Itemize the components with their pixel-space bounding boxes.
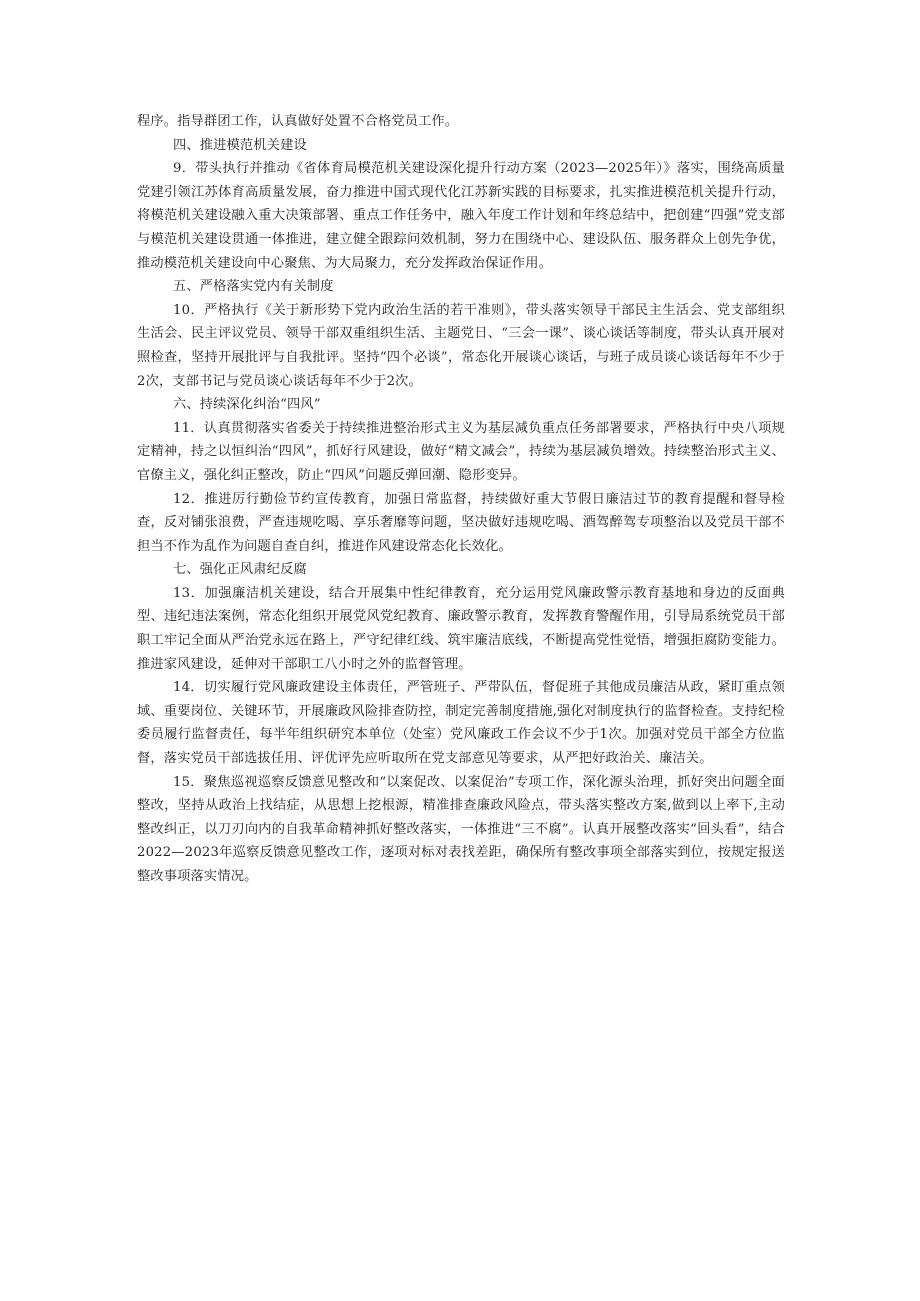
section-heading-7: 七、强化正风肃纪反腐 bbox=[173, 562, 307, 578]
paragraph-10: 10．严格执行《关于新形势下党内政治生活的若干准则》，带头落实领导干部民主生活会、党支部组织生活会、民主评议党员、领导干部双重组织生活、主题党日、“三会一课”、谈心谈话等制度，带头认真开展对照检查，坚持开展批评与自我批评。坚持“四个必谈”，常态化开展谈心谈话，与班子成员谈心谈话每年不少于2次，支部书记与党员谈心谈话每年不少于2次。 bbox=[137, 302, 785, 389]
paragraph-15: 15．聚焦巡视巡察反馈意见整改和“以案促改、以案促治”专项工作，深化源头治理，抓好突出问题全面整改，坚持从政治上找结症，从思想上挖根源，精准排查廉政风险点，带头落实整改方案,做到以上率下,主动整改纠正，以刀刃向内的自我革命精神抓好整改落实，一体推进“三不腐”。认真开展整改落实“回头看”，结合2022—2023年巡察反馈意见整改工作，逐项对标对表找差距，确保所有整改事项全部落实到位，按规定报送整改事项落实情况。 bbox=[137, 774, 785, 884]
paragraph-12: 12．推进厉行勤俭节约宣传教育，加强日常监督，持续做好重大节假日廉洁过节的教育提醒和督导检查，反对铺张浪费，严查违规吃喝、享乐奢靡等问题，坚决做好违规吃喝、酒驾醉驾专项整治以及党员干部不担当不作为乱作为问题自查自纠，推进作风建设常态化长效化。 bbox=[137, 491, 785, 554]
section-heading-6: 六、持续深化纠治“四风” bbox=[173, 397, 321, 413]
paragraph-14: 14．切实履行党风廉政建设主体责任，严管班子、严带队伍，督促班子其他成员廉洁从政，紧盯重点领域、重要岗位、关键环节，开展廉政风险排查防控，制定完善制度措施,强化对制度执行的监督检查。支持纪检委员履行监督责任，每半年组织研究本单位（处室）党风廉政工作会议不少于1次。加强对党员干部全方位监督，落实党员干部选拔任用、评优评先应听取所在党支部意见等要求，从严把好政治关、廉洁关。 bbox=[137, 680, 785, 767]
paragraph-11: 11．认真贯彻落实省委关于持续推进整治形式主义为基层减负重点任务部署要求，严格执行中央八项规定精神，持之以恒纠治“四风”，抓好行风建设，做好“精文减会”，持续为基层减负增效。持续整治形式主义、官僚主义，强化纠正整改，防止“四风”问题反弹回潮、隐形变异。 bbox=[137, 420, 785, 483]
document-body bbox=[137, 110, 785, 889]
paragraph-13: 13．加强廉洁机关建设，结合开展集中性纪律教育，充分运用党风廉政警示教育基地和身边的反面典型、违纪违法案例，常态化组织开展党风党纪教育、廉政警示教育，发挥教育警醒作用，引导局系统党员干部职工牢记全面从严治党永远在路上，严守纪律红线、筑牢廉洁底线，不断提高党性觉悟，增强拒腐防变能力。推进家风建设，延伸对干部职工八小时之外的监督管理。 bbox=[137, 585, 785, 672]
paragraph-9: 9．带头执行并推动《省体育局模范机关建设深化提升行动方案（2023—2025年）》落实，围绕高质量党建引领江苏体育高质量发展，奋力推进中国式现代化江苏新实践的目标要求，扎实推进模范机关提升行动，将模范机关建设融入重大决策部署、重点工作任务中，融入年度工作计划和年终总结中，把创建“四强”党支部与模范机关建设贯通一体推进，建立健全跟踪问效机制，努力在围绕中心、建设队伍、服务群众上创先争优，推动模范机关建设向中心聚焦、为大局聚力，充分发挥政治保证作用。 bbox=[137, 161, 785, 271]
section-heading-5: 五、严格落实党内有关制度 bbox=[173, 279, 334, 295]
paragraph-continuation: 程序。指导群团工作，认真做好处置不合格党员工作。 bbox=[137, 114, 459, 129]
section-heading-4: 四、推进模范机关建设 bbox=[173, 137, 307, 153]
